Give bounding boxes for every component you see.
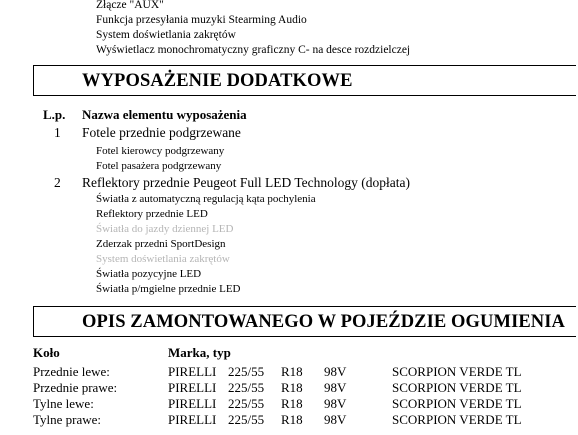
tire-rim: R18 — [281, 412, 303, 427]
tire-index: 98V — [324, 380, 347, 395]
tire-index: 98V — [324, 412, 347, 427]
top-list-item: Złącze "AUX" — [96, 0, 164, 11]
tire-brand: PIRELLI — [168, 364, 217, 379]
equipment-subitem-faded: Światła do jazdy dziennej LED — [96, 223, 234, 235]
col-header-name: Nazwa elementu wyposażenia — [82, 107, 247, 122]
tire-index: 98V — [324, 396, 347, 411]
equipment-item-number: 2 — [54, 175, 61, 190]
tire-rim: R18 — [281, 396, 303, 411]
equipment-subitem: Światła p/mgielne przednie LED — [96, 283, 241, 295]
tire-size: 225/55 — [228, 396, 265, 411]
tire-rim: R18 — [281, 380, 303, 395]
equipment-section-title: WYPOSAŻENIE DODATKOWE — [82, 71, 353, 91]
tire-size: 225/55 — [228, 380, 265, 395]
tires-section-header — [33, 306, 576, 337]
col-header-lp: L.p. — [43, 107, 66, 122]
equipment-subitem: Reflektory przednie LED — [96, 208, 208, 220]
tire-wheel: Tylne lewe: — [33, 396, 94, 411]
top-list-item: Funkcja przesyłania muzyki Stearming Audio — [96, 14, 307, 26]
tire-model: SCORPION VERDE TL — [392, 364, 522, 379]
equipment-item-name: Reflektory przednie Peugeot Full LED Technology (dopłata) — [82, 175, 410, 190]
col-header-brand: Marka, typ — [168, 345, 231, 360]
equipment-subitem-faded: System doświetlania zakrętów — [96, 253, 230, 265]
tire-brand: PIRELLI — [168, 412, 217, 427]
equipment-subitem: Fotel kierowcy podgrzewany — [96, 145, 225, 157]
equipment-subitem: Światła pozycyjne LED — [96, 268, 202, 280]
top-list-item: System doświetlania zakrętów — [96, 29, 236, 41]
equipment-item-number: 1 — [54, 125, 61, 140]
col-header-wheel: Koło — [33, 345, 60, 360]
top-list-item: Wyświetlacz monochromatyczny graficzny C- na desce rozdzielczej — [96, 44, 411, 56]
tire-brand: PIRELLI — [168, 396, 217, 411]
tire-model: SCORPION VERDE TL — [392, 380, 522, 395]
tire-index: 98V — [324, 364, 347, 379]
tire-wheel: Przednie lewe: — [33, 364, 110, 379]
equipment-section-header — [33, 65, 576, 96]
tire-model: SCORPION VERDE TL — [392, 396, 522, 411]
equipment-subitem: Fotel pasażera podgrzewany — [96, 160, 222, 172]
tires-section-title: OPIS ZAMONTOWANEGO W POJEŹDZIE OGUMIENIA — [82, 312, 566, 332]
tire-size: 225/55 — [228, 412, 265, 427]
tire-model: SCORPION VERDE TL — [392, 412, 522, 427]
tire-size: 225/55 — [228, 364, 265, 379]
tire-wheel: Przednie prawe: — [33, 380, 118, 395]
tire-brand: PIRELLI — [168, 380, 217, 395]
tire-wheel: Tylne prawe: — [33, 412, 102, 427]
equipment-item-name: Fotele przednie podgrzewane — [82, 125, 241, 140]
equipment-subitem: Światła z automatyczną regulacją kąta pochylenia — [96, 193, 316, 205]
equipment-subitem: Zderzak przedni SportDesign — [96, 238, 226, 250]
tire-rim: R18 — [281, 364, 303, 379]
